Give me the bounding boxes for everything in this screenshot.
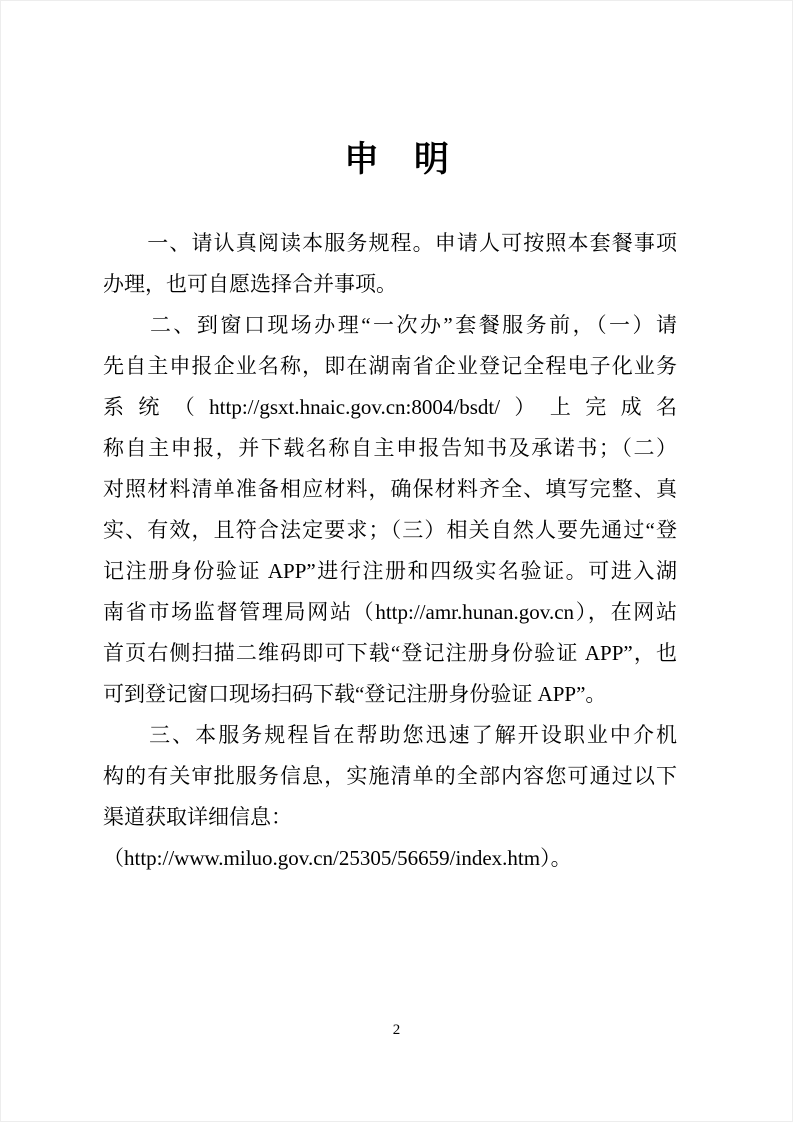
text-line: 一、请认真阅读本服务规程。申请人可按照本套餐事项	[103, 231, 677, 255]
text-line: 先自主申报企业名称，即在湖南省企业登记全程电子化业务	[103, 354, 677, 378]
text-line: 首页右侧扫描二维码即可下载“登记注册身份验证 APP”，也	[103, 641, 677, 665]
text-line: 二、到窗口现场办理“一次办”套餐服务前，（一）请	[103, 313, 677, 337]
text-line: 可到登记窗口现场扫码下载“登记注册身份验证 APP”。	[103, 682, 607, 706]
text-line: 南省市场监督管理局网站（http://amr.hunan.gov.cn），在网站	[103, 600, 677, 624]
page-number: 2	[392, 1022, 401, 1038]
paragraph	[103, 223, 677, 305]
text-line: 实、有效，且符合法定要求；（三）相关自然人要先通过“登	[103, 518, 677, 542]
text-line: 构的有关审批服务信息，实施清单的全部内容您可通过以下	[103, 764, 677, 788]
text-line: （http://www.miluo.gov.cn/25305/56659/index.htm）。	[103, 846, 572, 870]
document-body	[103, 223, 677, 879]
text-line: 称自主申报，并下载名称自主申报告知书及承诺书；（二）	[103, 436, 677, 460]
text-line: 渠道获取详细信息：	[103, 805, 292, 829]
document-title: 申 明	[343, 140, 449, 179]
text-line: 办理，也可自愿选择合并事项。	[103, 272, 397, 296]
paragraph	[103, 305, 677, 715]
text-line: 对照材料清单准备相应材料，确保材料齐全、填写完整、真	[103, 477, 677, 501]
text-line: 记注册身份验证 APP”进行注册和四级实名验证。可进入湖	[103, 559, 677, 583]
text-line: 系统（http://gsxt.hnaic.gov.cn:8004/bsdt/）上完成名	[103, 395, 677, 419]
paragraph	[103, 715, 677, 879]
text-line: 三、本服务规程旨在帮助您迅速了解开设职业中介机	[103, 723, 677, 747]
